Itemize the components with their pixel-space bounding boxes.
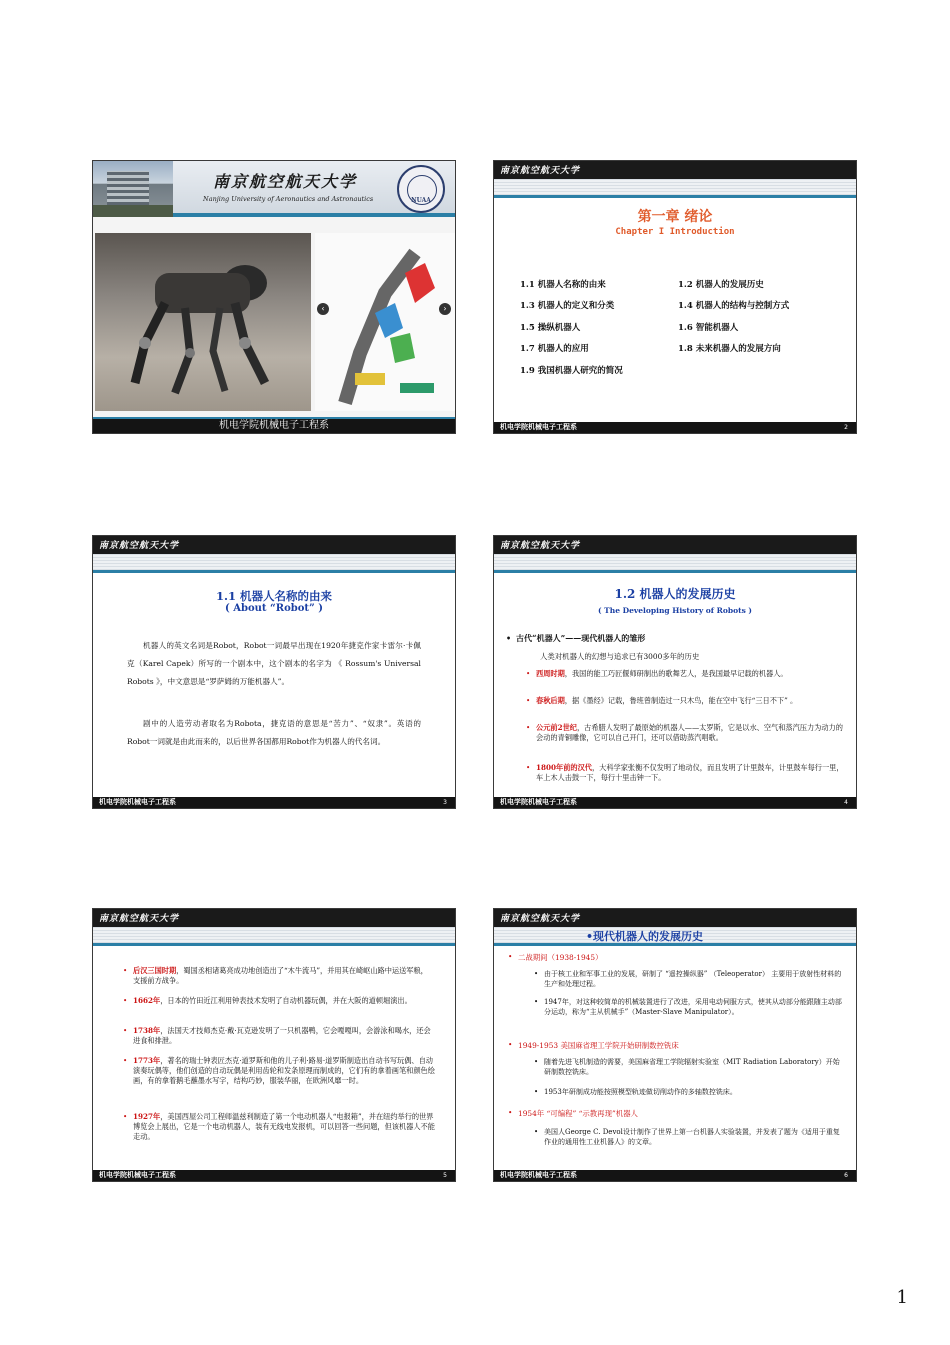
era-detail xyxy=(534,1088,846,1098)
history-item-text: ，古希腊人发明了最原始的机器人——太罗斯，它是以水、空气和蒸汽压力为动力的会动的青铜雕像，它可以自己开门，还可以借助蒸汽唱歌。 xyxy=(536,723,843,742)
era-heading xyxy=(508,952,602,963)
era-detail-text: 1953年研制成功能按照模型轨迹做切削动作的多轴数控铣床。 xyxy=(544,1088,737,1096)
document-page-number: 1 xyxy=(896,1287,908,1308)
university-title-en: Nanjing University of Aeronautics and Astronautics xyxy=(203,195,374,203)
university-seal xyxy=(397,165,445,213)
slide1-footer xyxy=(93,417,455,433)
toc-item[interactable]: 1.4 机器人的结构与控制方式 xyxy=(678,301,790,311)
slide-page-number: 3 xyxy=(443,799,447,806)
toc-item[interactable]: 1.9 我国机器人研究的简况 xyxy=(520,366,623,376)
header-university: 南京航空航天大学 xyxy=(500,914,581,924)
era-detail-text: 美国人George C. Devol设计制作了世界上第一台机器人实验装置，并发表了题为《适用于重复作业的通用性工业机器人》的文章。 xyxy=(544,1128,840,1146)
slide-footer xyxy=(494,797,856,808)
era-detail-text: 1947年，对这种较简单的机械装置进行了改进，采用电动伺服方式，使其从动部分能跟随主动部分运动，称为“主从机械手”（Master-Slave Manipulator）。 xyxy=(544,998,842,1016)
toc-item[interactable]: 1.2 机器人的发展历史 xyxy=(678,280,764,290)
slide-header xyxy=(93,909,455,927)
slide-page-number: 2 xyxy=(844,424,848,431)
intro-text: 人类对机器人的幻想与追求已有3000多年的历史 xyxy=(540,652,700,661)
history-item xyxy=(123,1056,435,1086)
slide-page-number: 6 xyxy=(844,1172,848,1179)
slide-page-number: 5 xyxy=(443,1172,447,1179)
era-heading xyxy=(508,1040,679,1051)
history-item-text: ，我国的能工巧匠偃师研制出的歌舞艺人，是我国最早记载的机器人。 xyxy=(564,669,788,678)
history-item xyxy=(526,696,846,706)
robot-photo-2 xyxy=(315,233,455,411)
history-item xyxy=(526,669,846,679)
section-title: 1.2 机器人的发展历史 xyxy=(614,587,736,601)
toc-item[interactable]: 1.6 智能机器人 xyxy=(678,323,739,333)
toc-item[interactable]: 1.5 操纵机器人 xyxy=(520,323,581,333)
history-item-label: 西周时期 xyxy=(536,669,565,678)
slide-header xyxy=(494,536,856,554)
footer-dept: 机电学院机械电子工程系 xyxy=(99,1171,176,1179)
quadruped-robot-illustration xyxy=(95,233,311,411)
era-detail xyxy=(534,970,846,989)
section-subtitle: ( About “Robot” ) xyxy=(225,603,323,614)
slide-5 xyxy=(92,908,456,1182)
chapter-subtitle: Chapter I Introduction xyxy=(615,227,735,237)
history-item xyxy=(123,1112,435,1142)
history-item-text: ，日本的竹田近江利用钟表技术发明了自动机器玩偶，并在大阪的道顿堀演出。 xyxy=(160,996,412,1005)
history-item-label: 春秋后期 xyxy=(536,696,565,705)
history-item-label: 公元前2世纪 xyxy=(536,723,577,732)
header-stripe xyxy=(494,927,856,946)
era-heading-text: 1954年 “可编程” “示教再现”机器人 xyxy=(518,1109,638,1118)
slide-header xyxy=(93,536,455,554)
header-university: 南京航空航天大学 xyxy=(99,914,180,924)
carousel-next-icon[interactable]: › xyxy=(439,303,451,315)
header-stripe xyxy=(494,179,856,198)
history-item xyxy=(123,1026,435,1046)
header-stripe xyxy=(494,554,856,573)
slide-header xyxy=(494,161,856,179)
era-detail xyxy=(534,1058,846,1077)
slide-1 xyxy=(92,160,456,434)
toc-item[interactable]: 1.1 机器人名称的由来 xyxy=(520,280,606,290)
history-item-label: 1800年前的汉代 xyxy=(536,763,592,772)
slide-footer xyxy=(494,1170,856,1181)
toc-item[interactable]: 1.8 未来机器人的发展方向 xyxy=(678,344,781,354)
slide1-banner xyxy=(93,161,455,217)
era-heading-text: 1949-1953 美国麻省理工学院开始研制数控铣床 xyxy=(518,1041,679,1050)
history-item xyxy=(123,996,435,1006)
chapter-title: 第一章 绪论 xyxy=(637,209,713,225)
section-title: •现代机器人的发展历史 xyxy=(586,930,704,943)
slide-6 xyxy=(493,908,857,1182)
main-bullet xyxy=(506,633,645,644)
era-detail-text: 随着先进飞机制造的需要，美国麻省理工学院辐射实验室（MIT Radiation Laboratory）开始研制数控铣床。 xyxy=(544,1058,840,1076)
history-item xyxy=(123,966,435,986)
era-detail-text: 由于核工业和军事工业的发展，研制了 “遥控操纵器” （Teleoperator） 主要用于放射性材料的生产和处理过程。 xyxy=(544,970,842,988)
section-subtitle: ( The Developing History of Robots ) xyxy=(598,606,752,615)
history-item-text: ，美国西屋公司工程师温兹利制造了第一个电动机器人“电报箱”，并在纽约举行的世界博览会上展出，它是一个电动机器人，装有无线电发报机，可以回答一些问题，但该机器人不能走动。 xyxy=(133,1112,435,1141)
footer-dept: 机电学院机械电子工程系 xyxy=(500,798,577,806)
main-bullet-text: 古代“机器人”——现代机器人的雏形 xyxy=(516,633,646,643)
toc-item[interactable]: 1.7 机器人的应用 xyxy=(520,344,589,354)
header-university: 南京航空航天大学 xyxy=(500,166,581,176)
history-item xyxy=(526,763,846,782)
header-university: 南京航空航天大学 xyxy=(500,541,581,551)
history-item xyxy=(526,723,846,742)
section-title: 1.1 机器人名称的由来 xyxy=(215,589,332,603)
history-item-text: ，著名的瑞士钟表匠杰克·道罗斯和他的儿子利·路易·道罗斯制造出自动书写玩偶、自动演奏玩偶等，他们创造的自动玩偶是利用齿轮和发条原理而制成的，它们有的拿着画笔和颜色绘画，有的拿着鹅毛蘸墨水写字，结构巧妙，服装华丽，在欧洲风靡一时。 xyxy=(133,1056,435,1085)
history-item-text: ，据《墨经》记载，鲁班曾制造过一只木鸟，能在空中飞行“三日不下” 。 xyxy=(564,696,798,705)
era-detail xyxy=(534,998,846,1017)
carousel-prev-icon[interactable]: ‹ xyxy=(317,303,329,315)
era-heading-text: 二战期间（1938-1945） xyxy=(518,953,603,962)
header-stripe xyxy=(93,554,455,573)
robot-photo-1 xyxy=(95,233,311,411)
history-item-label: 后汉三国时期 xyxy=(133,966,177,975)
slide-footer xyxy=(93,1170,455,1181)
history-item-label: 1738年 xyxy=(133,1026,161,1035)
slide-4 xyxy=(493,535,857,809)
toc-item[interactable]: 1.3 机器人的定义和分类 xyxy=(520,301,615,311)
footer-dept: 机电学院机械电子工程系 xyxy=(99,798,176,806)
history-item-label: 1662年 xyxy=(133,996,161,1005)
robot-leg-cutaway-illustration xyxy=(315,233,455,411)
building-photo xyxy=(93,161,173,217)
slide-page-number: 4 xyxy=(844,799,848,806)
header-stripe xyxy=(93,927,455,946)
history-item-label: 1927年 xyxy=(133,1112,161,1121)
slide-3 xyxy=(92,535,456,809)
slide-2 xyxy=(493,160,857,434)
slide-footer xyxy=(494,422,856,433)
paragraph: 剧中的人造劳动者取名为Robota，捷克语的意思是“苦力”、“奴隶”。英语的Robot一词就是由此而来的，以后世界各国都用Robot作为机器人的代名词。 xyxy=(127,719,421,746)
footer-dept: 机电学院机械电子工程系 xyxy=(219,420,329,431)
slide-footer xyxy=(93,797,455,808)
era-detail xyxy=(534,1128,846,1147)
university-title-cn: 南京航空航天大学 xyxy=(213,172,358,191)
history-item-text: ，大科学家张衡不仅发明了地动仪，而且发明了计里鼓车，计里鼓车每行一里，车上木人击鼓一下，每行十里击钟一下。 xyxy=(536,763,844,782)
footer-dept: 机电学院机械电子工程系 xyxy=(500,423,577,431)
header-university: 南京航空航天大学 xyxy=(99,541,180,551)
history-item-label: 1773年 xyxy=(133,1056,161,1065)
paragraph: 机器人的英文名词是Robot，Robot一词最早出现在1920年捷克作家卡雷尔·卡佩克（Karel Capek）所写的一个剧本中，这个剧本的名字为 《 Rossum's Universal Robots 》，中文意思是“罗萨姆的万能机器人”。 xyxy=(127,641,421,686)
seal-text: NUAA xyxy=(411,197,431,204)
slide-header xyxy=(494,909,856,927)
history-item-text: ，蜀国丞相诸葛亮成功地创造出了“木牛流马”，并用其在崎岖山路中运送军粮，支援前方战争。 xyxy=(133,966,428,985)
era-heading xyxy=(508,1108,638,1119)
footer-dept: 机电学院机械电子工程系 xyxy=(500,1171,577,1179)
history-item-text: ，法国天才技师杰克·戴·瓦克逊发明了一只机器鸭，它会嘎嘎叫，会游泳和喝水，还会进食和排泄。 xyxy=(133,1026,431,1045)
